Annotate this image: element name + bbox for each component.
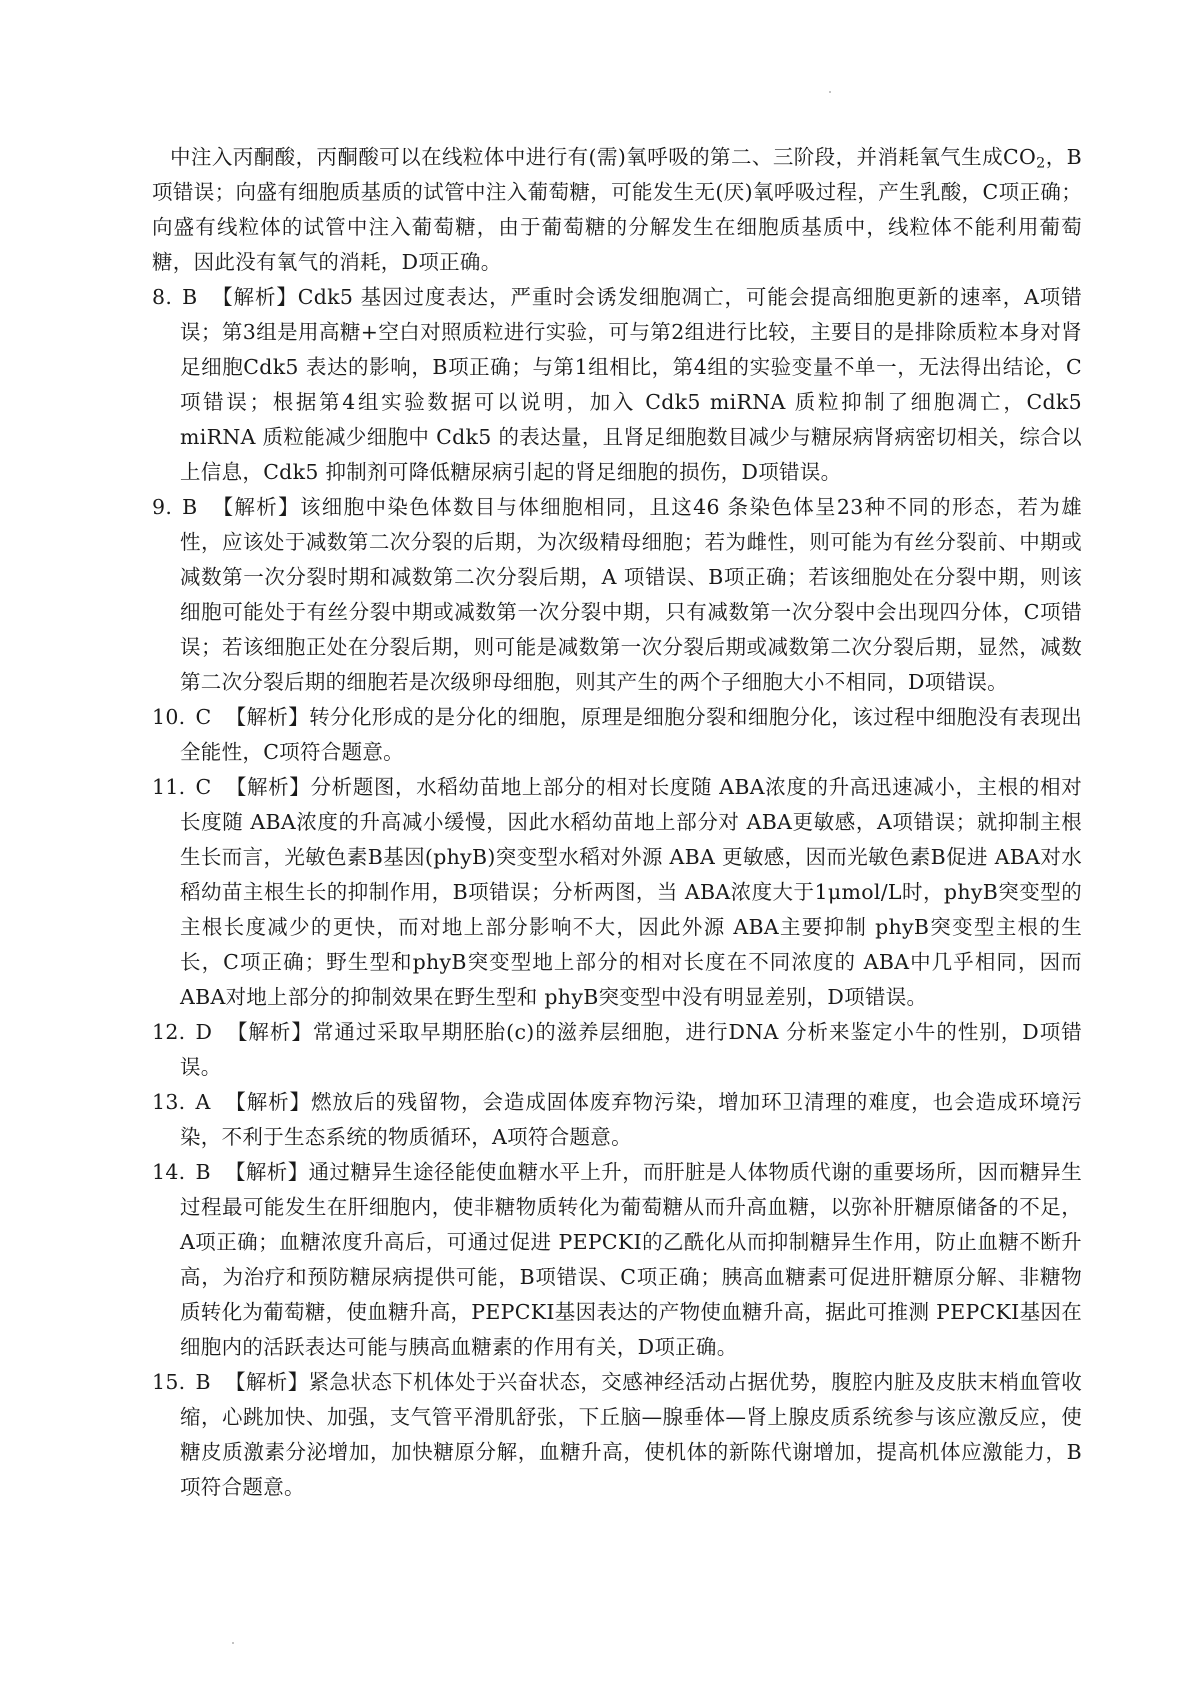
item-number: 9. <box>152 495 173 519</box>
item-tag: 【解析】 <box>211 285 298 309</box>
answer-explanations <box>152 140 1082 1505</box>
item-explanation: 通过糖异生途径能使血糖水平上升，而肝脏是人体物质代谢的重要场所，因而糖异生过程最可能发生在肝细胞内，使非糖物质转化为葡萄糖从而升高血糖，以弥补肝糖原储备的不足，A项正确；血糖浓度升高后，可通过促进 PEPCKI的乙酰化从而抑制糖异生作用，防止血糖不断升高，为治疗和预防糖尿病提供可能，B项错误、C项正确；胰高血糖素可促进肝糖原分解、非糖物质转化为葡萄糖，使血糖升高，PEPCKI基因表达的产物使血糖升高，据此可推测 PEPCKI基因在细胞内的活跃表达可能与胰高血糖素的作用有关，D项正确。 <box>180 1160 1082 1359</box>
item-number: 10. <box>152 705 186 729</box>
item-answer: C <box>195 775 212 799</box>
item-number: 14. <box>152 1160 186 1184</box>
answer-item-12 <box>152 1015 1082 1085</box>
item-tag: 【解析】 <box>225 775 311 799</box>
item-answer: C <box>195 705 212 729</box>
scan-speck <box>232 1642 234 1644</box>
item-tag: 【解析】 <box>224 1370 309 1394</box>
answer-item-9 <box>152 490 1082 700</box>
answer-item-13 <box>152 1085 1082 1155</box>
answer-item-15 <box>152 1365 1082 1505</box>
intro-subscript: 2 <box>1036 155 1046 172</box>
item-tag: 【解析】 <box>224 1160 309 1184</box>
continued-paragraph <box>152 140 1082 280</box>
answer-item-14 <box>152 1155 1082 1365</box>
item-answer: D <box>195 1020 213 1044</box>
answer-item-8 <box>152 280 1082 490</box>
item-explanation: 该细胞中染色体数目与体细胞相同，且这46 条染色体呈23种不同的形态，若为雄性，应该处于减数第二次分裂的后期，为次级精母细胞；若为雌性，则可能为有丝分裂前、中期或减数第一次分裂时期和减数第二次分裂后期，A 项错误、B项正确；若该细胞处在分裂中期，则该细胞可能处于有丝分裂中期或减数第一次分裂中期，只有减数第一次分裂中会出现四分体，C项错误；若该细胞正处在分裂后期，则可能是减数第一次分裂后期或减数第二次分裂后期，显然，减数第二次分裂后期的细胞若是次级卵母细胞，则其产生的两个子细胞大小不相同，D项错误。 <box>180 495 1082 694</box>
intro-text-part1: 中注入丙酮酸，丙酮酸可以在线粒体中进行有(需)氧呼吸的第二、三阶段，并消耗氧气生成CO <box>170 145 1037 169</box>
item-explanation: 常通过采取早期胚胎(c)的滋养层细胞，进行DNA 分析来鉴定小牛的性别，D项错误。 <box>180 1020 1082 1079</box>
item-answer: B <box>195 1370 211 1394</box>
item-number: 13. <box>152 1090 186 1114</box>
scan-speck <box>829 91 831 93</box>
item-tag: 【解析】 <box>211 495 300 519</box>
answer-item-10 <box>152 700 1082 770</box>
item-number: 11. <box>152 775 186 799</box>
item-explanation: 紧急状态下机体处于兴奋状态，交感神经活动占据优势，腹腔内脏及皮肤末梢血管收缩，心跳加快、加强，支气管平滑肌舒张，下丘脑—腺垂体—肾上腺皮质系统参与该应激反应，使糖皮质激素分泌增加，加快糖原分解，血糖升高，使机体的新陈代谢增加，提高机体应激能力，B项符合题意。 <box>180 1370 1082 1499</box>
answer-item-11 <box>152 770 1082 1015</box>
item-answer: B <box>182 285 198 309</box>
item-number: 15. <box>152 1370 186 1394</box>
item-answer: B <box>195 1160 211 1184</box>
item-explanation: 转分化形成的是分化的细胞，原理是细胞分裂和细胞分化，该过程中细胞没有表现出全能性，C项符合题意。 <box>180 705 1082 764</box>
item-tag: 【解析】 <box>224 1090 311 1114</box>
item-number: 12. <box>152 1020 186 1044</box>
item-explanation: Cdk5 基因过度表达，严重时会诱发细胞凋亡，可能会提高细胞更新的速率，A项错误；第3组是用高糖+空白对照质粒进行实验，可与第2组进行比较，主要目的是排除质粒本身对肾足细胞Cdk5 表达的影响，B项正确；与第1组相比，第4组的实验变量不单一，无法得出结论，C项错误；根据第4组实验数据可以说明，加入 Cdk5 miRNA 质粒抑制了细胞凋亡，Cdk5 miRNA 质粒能减少细胞中 Cdk5 的表达量，且肾足细胞数目减少与糖尿病肾病密切相关，综合以上信息，Cdk5 抑制剂可降低糖尿病引起的肾足细胞的损伤，D项错误。 <box>180 285 1083 484</box>
item-answer: B <box>182 495 198 519</box>
item-number: 8. <box>152 285 173 309</box>
item-answer: A <box>195 1090 211 1114</box>
item-explanation: 燃放后的残留物，会造成固体废弃物污染，增加环卫清理的难度，也会造成环境污染，不利于生态系统的物质循环，A项符合题意。 <box>180 1090 1082 1149</box>
item-tag: 【解析】 <box>226 1020 313 1044</box>
item-tag: 【解析】 <box>225 705 310 729</box>
item-explanation: 分析题图，水稻幼苗地上部分的相对长度随 ABA浓度的升高迅速减小，主根的相对长度随 ABA浓度的升高减小缓慢，因此水稻幼苗地上部分对 ABA更敏感，A项错误；就抑制主根生长而言，光敏色素B基因(phyB)突变型水稻对外源 ABA 更敏感，因而光敏色素B促进 ABA对水稻幼苗主根生长的抑制作用，B项错误；分析两图，当 ABA浓度大于1μmol/L时，phyB突变型的主根长度减少的更快，而对地上部分影响不大，因此外源 ABA主要抑制 phyB突变型主根的生长，C项正确；野生型和phyB突变型地上部分的相对长度在不同浓度的 ABA中几乎相同，因而 ABA对地上部分的抑制效果在野生型和 phyB突变型中没有明显差别，D项错误。 <box>180 775 1083 1009</box>
intro-text-part2: ，B项错误；向盛有细胞质基质的试管中注入葡萄糖，可能发生无(厌)氧呼吸过程，产生乳酸，C项正确；向盛有线粒体的试管中注入葡萄糖，由于葡萄糖的分解发生在细胞质基质中，线粒体不能利用葡萄糖，因此没有氧气的消耗，D项正确。 <box>152 145 1082 274</box>
